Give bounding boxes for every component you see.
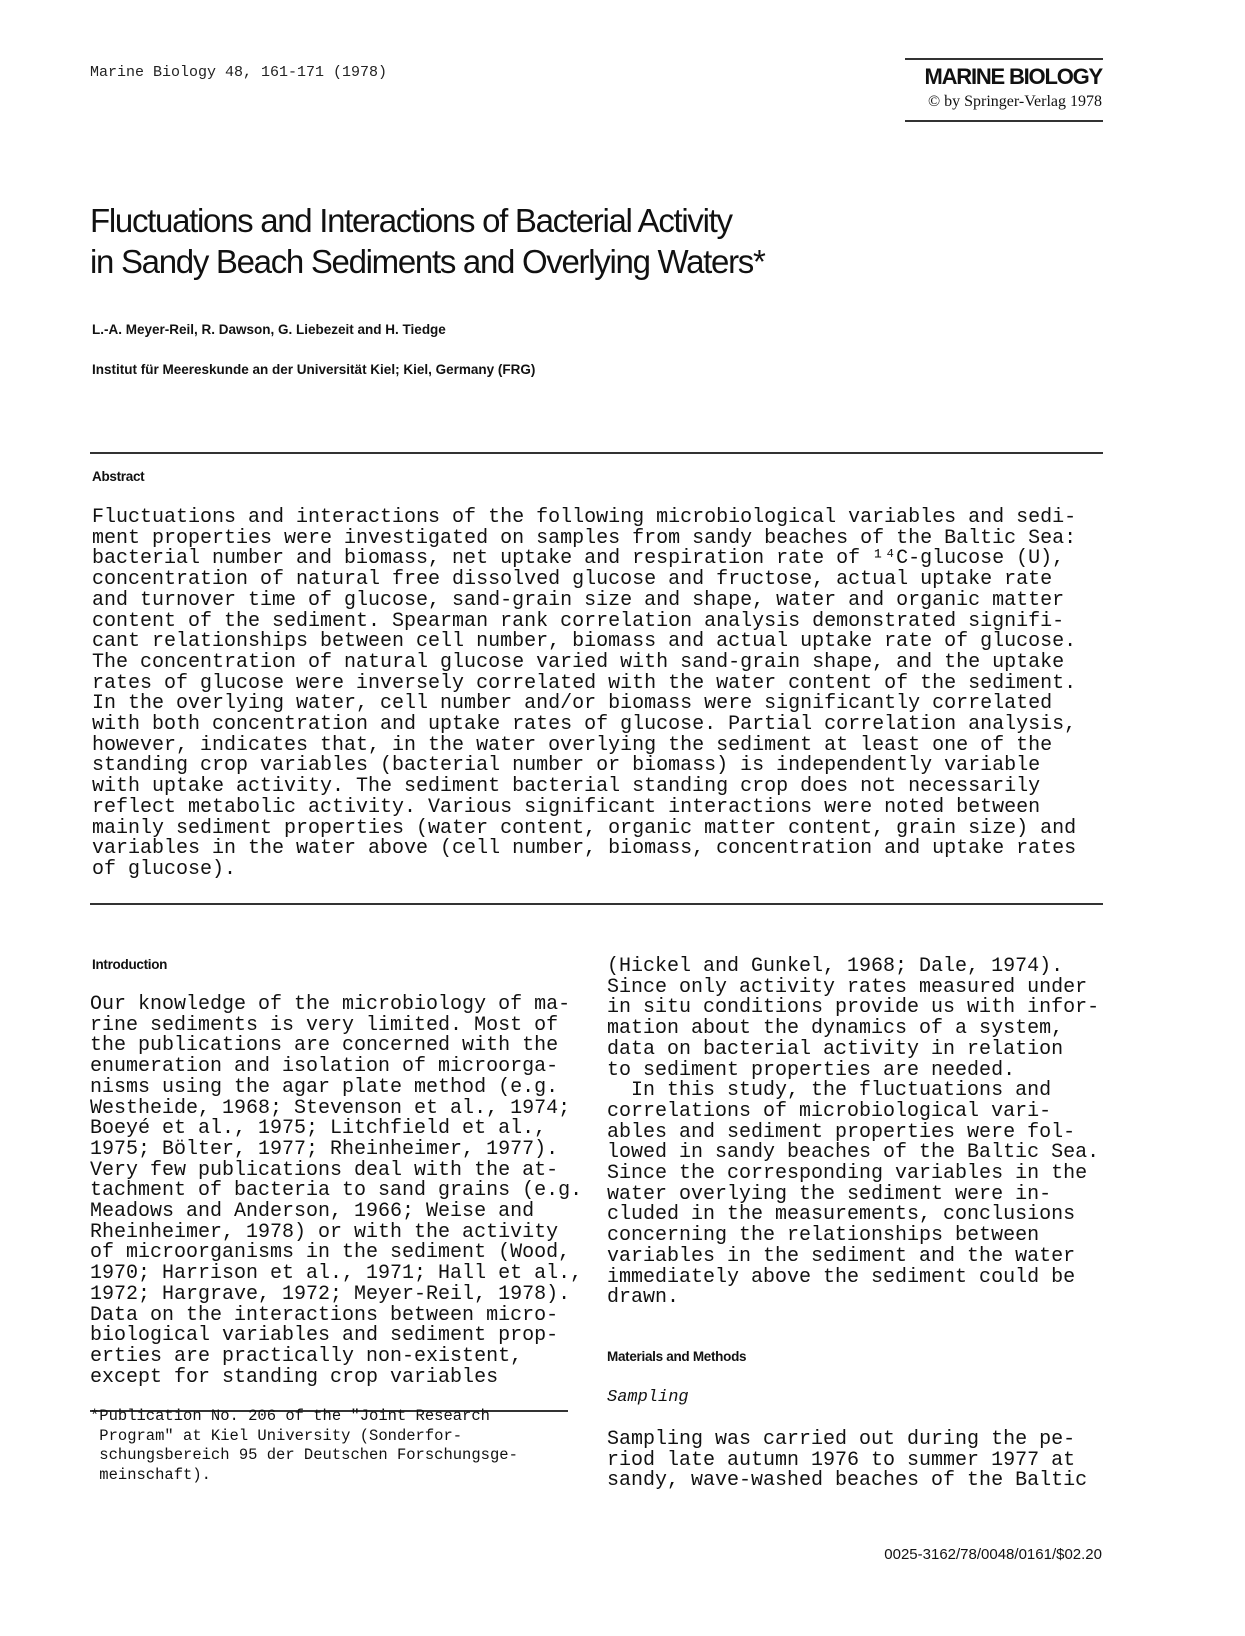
methods-heading: Materials and Methods xyxy=(607,1349,747,1364)
text-line: 1975; Bölter, 1977; Rheinheimer, 1977). xyxy=(90,1137,559,1161)
footnote xyxy=(90,1407,518,1485)
title-line: Fluctuations and Interactions of Bacterial Activity xyxy=(90,202,732,239)
text-line: water overlying the sediment were in- xyxy=(607,1182,1052,1206)
text-line: of microorganisms in the sediment (Wood, xyxy=(90,1241,571,1265)
publisher-copyright: © by Springer-Verlag 1978 xyxy=(927,93,1102,110)
text-line: Boeyé et al., 1975; Litchfield et al., xyxy=(90,1117,547,1141)
text-line: Meadows and Anderson, 1966; Weise and xyxy=(90,1200,535,1224)
text-line: however, indicates that, in the water overlying the sediment at least one of the xyxy=(92,733,1053,757)
abstract-heading: Abstract xyxy=(92,469,145,484)
footer-code: 0025-3162/78/0048/0161/$02.20 xyxy=(884,1546,1102,1563)
divider xyxy=(905,58,1103,60)
text-line: correlations of microbiological vari- xyxy=(607,1099,1052,1123)
text-line: in situ conditions provide us with infor- xyxy=(607,996,1100,1020)
divider xyxy=(90,452,1103,454)
text-line: with uptake activity. The sediment bacterial standing crop does not necessarily xyxy=(92,775,1041,799)
text-line: standing crop variables (bacterial number or biomass) is independently variable xyxy=(92,754,1041,778)
authors: L.-A. Meyer-Reil, R. Dawson, G. Liebezeit and H. Tiedge xyxy=(92,322,446,337)
institution: Institut für Meereskunde an der Universität Kiel; Kiel, Germany (FRG) xyxy=(92,362,536,377)
text-line: and turnover time of glucose, sand-grain size and shape, water and organic matter xyxy=(92,588,1065,612)
text-line: content of the sediment. Spearman rank correlation analysis demonstrated signifi- xyxy=(92,609,1065,633)
text-line: (Hickel and Gunkel, 1968; Dale, 1974). xyxy=(607,955,1064,978)
text-line: ables and sediment properties were fol- xyxy=(607,1120,1076,1144)
text-line: variables in the water above (cell number, biomass, concentration and uptake rates xyxy=(92,837,1077,861)
text-line: nisms using the agar plate method (e.g. xyxy=(90,1075,559,1099)
text-line: reflect metabolic activity. Various significant interactions were noted between xyxy=(92,795,1041,819)
text-line: cluded in the measurements, conclusions xyxy=(607,1203,1076,1227)
text-line: Since the corresponding variables in the xyxy=(607,1162,1088,1186)
text-line: Very few publications deal with the at- xyxy=(90,1158,559,1182)
text-line: Fluctuations and interactions of the following microbiological variables and sedi- xyxy=(92,506,1077,529)
text-line: The concentration of natural glucose varied with sand-grain shape, and the uptake xyxy=(92,650,1065,674)
text-line: Sampling was carried out during the pe- xyxy=(607,1428,1076,1451)
text-line: drawn. xyxy=(607,1286,680,1310)
text-line: variables in the sediment and the water xyxy=(607,1244,1076,1268)
text-line: riod late autumn 1976 to summer 1977 at xyxy=(607,1448,1076,1472)
text-line: schungsbereich 95 der Deutschen Forschungsge- xyxy=(90,1446,518,1464)
text-line: In this study, the fluctuations and xyxy=(607,1079,1052,1103)
text-line: ment properties were investigated on samples from sandy beaches of the Baltic Sea: xyxy=(92,526,1077,550)
divider xyxy=(90,903,1103,905)
text-line: Program" at Kiel University (Sonderfor- xyxy=(90,1426,463,1445)
text-line: of glucose). xyxy=(92,857,237,881)
journal-name: MARINE BIOLOGY xyxy=(924,64,1102,89)
text-line: Westheide, 1968; Stevenson et al., 1974; xyxy=(90,1096,571,1120)
text-line: rine sediments is very limited. Most of xyxy=(90,1013,559,1037)
text-line: to sediment properties are needed. xyxy=(607,1058,1016,1082)
introduction-left-column xyxy=(90,995,582,1388)
text-line: biological variables and sediment prop- xyxy=(90,1324,559,1348)
text-line: Since only activity rates measured under xyxy=(607,975,1088,999)
text-line: concerning the relationships between xyxy=(607,1224,1040,1248)
text-line: Our knowledge of the microbiology of ma- xyxy=(90,993,571,1016)
text-line: 1972; Hargrave, 1972; Meyer-Reil, 1978). xyxy=(90,1282,571,1306)
text-line: meinschaft). xyxy=(90,1465,211,1484)
text-line: tachment of bacteria to sand grains (e.g. xyxy=(90,1179,583,1203)
text-line: except for standing crop variables xyxy=(90,1365,499,1389)
text-line: enumeration and isolation of microorga- xyxy=(90,1055,559,1079)
title-line: in Sandy Beach Sediments and Overlying Waters* xyxy=(90,243,765,280)
text-line: cant relationships between cell number, biomass and actual uptake rate of glucose. xyxy=(92,630,1077,654)
text-line: Rheinheimer, 1978) or with the activity xyxy=(90,1220,559,1244)
text-line: the publications are concerned with the xyxy=(90,1034,559,1058)
text-line: immediately above the sediment could be xyxy=(607,1265,1076,1289)
abstract-body xyxy=(92,508,1076,881)
text-line: rates of glucose were inversely correlated with the water content of the sediment. xyxy=(92,671,1077,695)
text-line: 1970; Harrison et al., 1971; Hall et al., xyxy=(90,1262,583,1286)
journal-citation: Marine Biology 48, 161-171 (1978) xyxy=(90,64,388,81)
text-line: data on bacterial activity in relation xyxy=(607,1037,1064,1061)
text-line: sandy, wave-washed beaches of the Baltic xyxy=(607,1469,1088,1493)
text-line: mation about the dynamics of a system, xyxy=(607,1017,1064,1041)
text-line: concentration of natural free dissolved glucose and fructose, actual uptake rate xyxy=(92,568,1053,592)
introduction-right-column xyxy=(607,957,1099,1309)
sampling-subheading: Sampling xyxy=(607,1388,689,1407)
text-line: Data on the interactions between micro- xyxy=(90,1303,559,1327)
text-line: *Publication No. 206 of the "Joint Research xyxy=(90,1407,490,1425)
text-line: with both concentration and uptake rates of glucose. Partial correlation analysis, xyxy=(92,713,1077,737)
text-line: erties are practically non-existent, xyxy=(90,1344,523,1368)
text-line: lowed in sandy beaches of the Baltic Sea. xyxy=(607,1141,1100,1165)
methods-body xyxy=(607,1430,1087,1492)
text-line: In the overlying water, cell number and/or biomass were significantly correlated xyxy=(92,692,1053,716)
introduction-heading: Introduction xyxy=(92,957,168,972)
divider xyxy=(905,120,1103,122)
text-line: bacterial number and biomass, net uptake and respiration rate of ¹⁴C-glucose (U), xyxy=(92,547,1065,571)
paper-title xyxy=(90,200,765,282)
text-line: mainly sediment properties (water content, organic matter content, grain size) and xyxy=(92,816,1077,840)
